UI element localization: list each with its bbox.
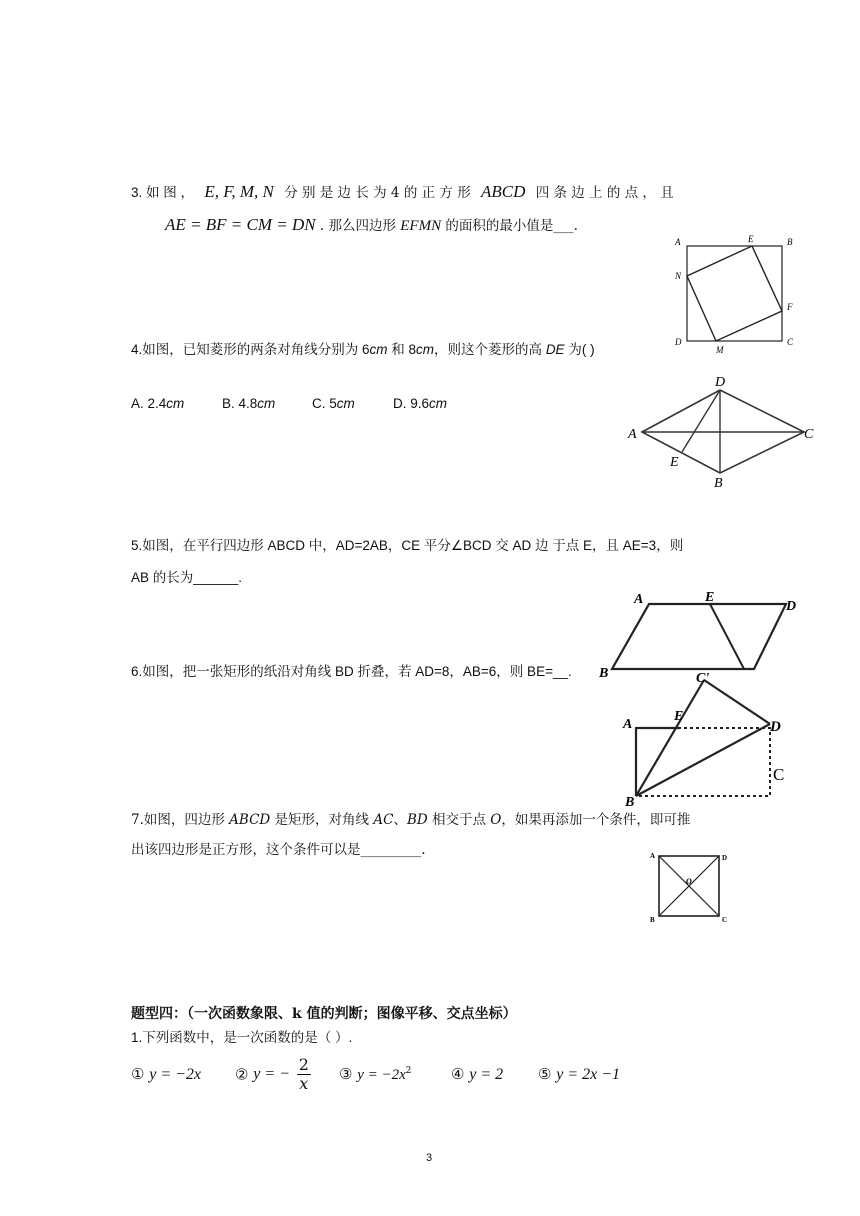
option-2-pre: y = − — [253, 1065, 290, 1083]
q3-figure — [672, 232, 804, 357]
q4-label-C: C — [804, 427, 814, 442]
q5-label-B: B — [599, 666, 609, 679]
q4-label-D: D — [715, 375, 726, 390]
q5-line2: AB 的长为______. — [131, 570, 243, 585]
option-1-expr: y = −2x — [149, 1066, 202, 1083]
q5-label-E: E — [705, 590, 715, 605]
q4-option-a: A. 2.4cm — [131, 396, 185, 411]
q6-label-B: B — [625, 795, 635, 810]
option-2-num: ② — [235, 1065, 249, 1084]
q3-label-M: M — [716, 345, 724, 355]
q3-mid2: 四 条 边 上 的 点 ， 且 — [535, 185, 674, 201]
q3-line2-pre: . 那么四边形 — [319, 218, 396, 234]
q7-line1-b: 是矩形，对角线 — [270, 812, 374, 828]
q3-label-E: E — [748, 234, 754, 244]
option-2-fraction — [297, 1056, 311, 1093]
q3-label-D: D — [675, 337, 682, 347]
q7-line1-c: 相交于点 — [427, 812, 491, 828]
q6-figure — [618, 668, 788, 810]
q4-stem-b: 和 8 — [387, 342, 417, 357]
option-3-expr: y = −2x — [357, 1067, 406, 1083]
q7-figure — [648, 848, 736, 928]
q5-parallelogram — [612, 604, 786, 669]
q7-abcd: ABCD — [229, 812, 271, 828]
q4-label-B: B — [714, 476, 723, 490]
q3-prefix: 3. 如 图 ， — [131, 185, 195, 200]
option-3-num: ③ — [339, 1065, 353, 1083]
q7-line1 — [131, 808, 690, 828]
q4-label-A: A — [628, 427, 637, 442]
q6-label-D: D — [770, 719, 781, 735]
q3-label-B: B — [787, 237, 793, 247]
option-5-expr: y = 2x −1 — [556, 1066, 621, 1083]
q4-stem — [131, 338, 595, 358]
section-heading: 题型四：（一次函数象限、k 值的判断；图像平移、交点坐标） — [131, 1006, 517, 1022]
option-2 — [235, 1056, 313, 1093]
option-4 — [451, 1065, 503, 1084]
q3-abcd: ABCD — [481, 182, 526, 201]
q5-label-A: A — [634, 592, 644, 607]
q3-efmn: EFMN — [400, 218, 442, 234]
option-5 — [538, 1065, 620, 1084]
q3-equation: AE = BF = CM = DN — [165, 215, 316, 234]
option-1 — [131, 1065, 201, 1084]
q7-line1-a: 7.如图，四边形 — [131, 812, 230, 828]
q6-label-E: E — [674, 709, 684, 724]
option-3 — [339, 1065, 412, 1084]
q7-bd: BD — [406, 812, 428, 828]
section4-options — [131, 1056, 651, 1100]
q4-stem-c: ，则这个菱形的高 — [434, 342, 546, 357]
q3-line2 — [165, 214, 578, 235]
q7-label-B: B — [650, 916, 655, 924]
q4-stem-d: 为( ) — [564, 342, 595, 357]
q6-label-C: C — [773, 765, 785, 784]
option-4-expr: y = 2 — [469, 1066, 504, 1083]
q4-figure — [626, 372, 826, 490]
section4-q1-stem: 1.下列函数中，是一次函数的是（ ）. — [131, 1030, 353, 1045]
q7-label-A: A — [650, 852, 656, 860]
option-2-numerator: 2 — [298, 1055, 309, 1074]
option-2-denominator: x — [299, 1074, 309, 1093]
q4-option-b: B. 4.8cm — [222, 396, 276, 411]
q7-label-C: C — [722, 916, 728, 924]
q3-line1 — [131, 181, 674, 202]
q4-option-d: D. 9.6cm — [393, 396, 448, 411]
q5-label-D: D — [786, 599, 797, 614]
q6-label-Cprime: C' — [696, 671, 710, 686]
q3-mid1: 分 别 是 边 长 为 4 的 正 方 形 — [284, 185, 471, 201]
q7-label-D: D — [722, 854, 728, 862]
q3-vars: E, F, M, N — [204, 182, 274, 201]
q7-line1-d: ，如果再添加一个条件，即可推 — [501, 812, 691, 828]
q4-height-de — [682, 390, 720, 452]
q3-label-C: C — [787, 337, 794, 347]
q7-sep: 、 — [393, 812, 407, 828]
q3-line2-post: 的面积的最小值是___. — [445, 218, 578, 234]
q4-label-E: E — [670, 455, 679, 470]
option-4-num: ④ — [451, 1065, 465, 1083]
q5-line1: 5.如图，在平行四边形 ABCD 中，AD=2AB，CE 平分∠BCD 交 AD 边 于点 E，且 AE=3，则 — [131, 538, 684, 553]
q6-line: 6.如图，把一张矩形的纸沿对角线 BD 折叠，若 AD=8，AB=6，则 BE=__. — [131, 664, 572, 679]
q6-folded-cd — [704, 680, 770, 724]
q7-o: O — [490, 812, 502, 828]
page-number: 3 — [426, 1152, 433, 1164]
q6-label-A: A — [623, 717, 633, 732]
q7-ac: AC — [373, 812, 394, 828]
q3-label-N: N — [675, 271, 682, 281]
q7-label-O: O — [686, 877, 692, 886]
q3-square — [687, 246, 782, 341]
q7-line2: 出该四边形是正方形，这个条件可以是_________. — [131, 842, 426, 858]
q4-cm2: cm — [416, 342, 435, 357]
option-5-num: ⑤ — [538, 1065, 552, 1083]
q4-cm1: cm — [369, 342, 388, 357]
option-3-exponent: 2 — [405, 1066, 412, 1076]
q3-inner-quad — [687, 246, 782, 341]
q5-figure — [596, 587, 811, 679]
q4-stem-a: 4.如图，已知菱形的两条对角线分别为 6 — [131, 342, 370, 357]
q3-label-A: A — [675, 237, 681, 247]
q3-label-F: F — [787, 302, 793, 312]
q5-line-ce — [710, 604, 744, 669]
option-1-num: ① — [131, 1065, 145, 1083]
q4-option-c: C. 5cm — [312, 396, 355, 411]
q4-de: DE — [545, 342, 565, 357]
q5-line-be — [710, 604, 754, 669]
